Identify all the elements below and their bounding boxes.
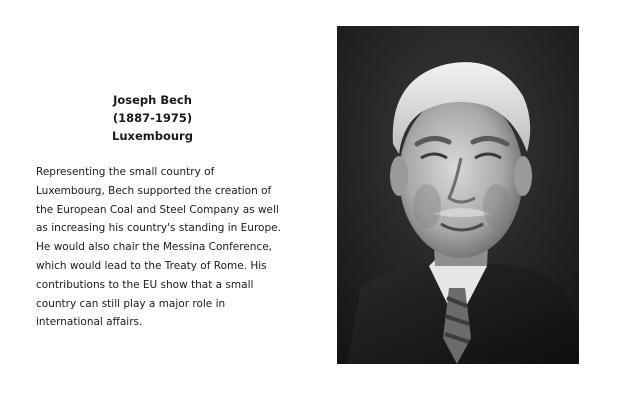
bio-line: as increasing his country's standing in Europe.	[36, 222, 281, 235]
bio-line: the European Coal and Steel Company as well	[36, 203, 279, 216]
bio-line: international affairs.	[36, 316, 143, 329]
person-country: Luxembourg	[112, 129, 193, 143]
biography-text	[36, 163, 298, 332]
bio-line: He would also chair the Messina Conference,	[36, 241, 273, 254]
person-name: Joseph Bech	[113, 93, 192, 107]
bio-line: contributions to the EU show that a small	[36, 278, 254, 291]
portrait-caption-heading	[30, 91, 275, 145]
bio-line: which would lead to the Treaty of Rome. His	[36, 259, 267, 272]
bio-line: Luxembourg, Bech supported the creation of	[36, 184, 272, 197]
bio-line: Representing the small country of	[36, 166, 215, 178]
portrait-photo	[337, 26, 579, 364]
bio-line: country can still play a major role in	[36, 297, 226, 310]
person-lifespan: (1887-1975)	[112, 111, 193, 125]
portrait-illustration	[337, 26, 579, 364]
